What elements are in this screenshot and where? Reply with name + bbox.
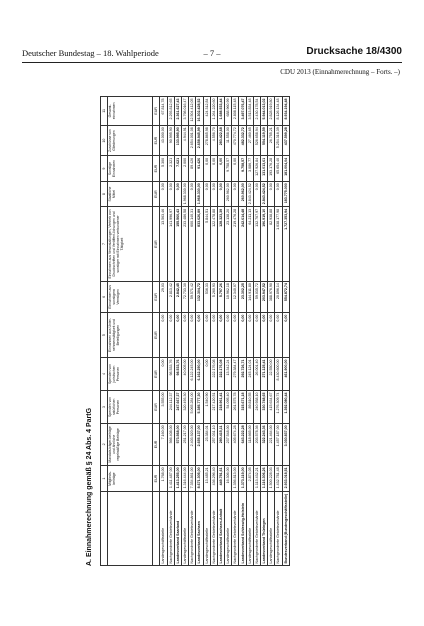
table-cell: 0,00 xyxy=(189,181,196,207)
table-cell: 127.926,84 xyxy=(253,156,260,181)
unit-cell: EUR xyxy=(153,391,160,424)
table-cell: 22.550,00 xyxy=(268,358,275,391)
table-cell: 437.599,28 xyxy=(282,125,289,156)
column-header: Einnahmen aus Veranstaltungen, Vertrieb von Druckschriften und Veröffent-lichungen und sonstiger mit Einnahmen verbundener Tätigkeit xyxy=(108,207,153,281)
table-cell: 64.211,13 xyxy=(246,207,253,281)
column-header: Gesamt-einnahmen xyxy=(108,97,153,126)
table-cell: 141.996,97 xyxy=(167,207,174,281)
column-header-row xyxy=(108,97,153,566)
table-cell: 23.138,20 xyxy=(225,207,232,281)
table-cell: 0,00 xyxy=(196,313,203,358)
table-cell: 12.504.412,05 xyxy=(189,97,196,126)
table-cell: 0,00 xyxy=(217,181,224,207)
table-cell: 8.126.134,48 xyxy=(275,97,282,126)
column-number: 9 xyxy=(101,156,108,181)
table-row xyxy=(181,97,188,566)
table-row xyxy=(203,97,210,566)
row-label: Landesverband Saarland xyxy=(174,492,181,566)
table-cell: 222.176,08 xyxy=(210,358,217,391)
table-cell: 0,00 xyxy=(232,156,239,181)
table-cell: 1.457.187,00 xyxy=(275,423,282,465)
table-cell: 98.533,76 xyxy=(174,358,181,391)
table-cell: 8.430.600,00 xyxy=(275,358,282,391)
table-cell: 0,00 xyxy=(203,313,210,358)
table-cell: 237.548,00 xyxy=(225,423,232,465)
table-cell: 4.944,91 xyxy=(181,125,188,156)
table-cell: 89.426 xyxy=(189,156,196,181)
table-cell: 133.995,90 xyxy=(174,125,181,156)
table-cell: 242.614,48 xyxy=(239,207,246,281)
table-cell: 461.900,00 xyxy=(282,358,289,391)
table-cell: 89.810,55 xyxy=(246,391,253,424)
table-cell: 2.658.945,99 xyxy=(196,125,203,156)
row-label: Nachgeordnete Gebietsverbände xyxy=(210,492,217,566)
table-cell: 2.430.178,54 xyxy=(253,97,260,126)
table-cell: 183.775.000 xyxy=(282,181,289,207)
row-label: Nachgeordnete Gebietsverbände xyxy=(275,492,282,566)
table-cell: 2.874,05 xyxy=(246,465,253,491)
table-cell: 181.004,04 xyxy=(282,156,289,181)
table-cell: 0,00 xyxy=(253,313,260,358)
table-cell: 67.814,78 xyxy=(160,97,167,126)
table-row xyxy=(246,97,253,566)
table-cell: 0,00 xyxy=(174,313,181,358)
table-cell: 2.655.137,00 xyxy=(196,423,203,465)
column-number: 1 xyxy=(101,465,108,491)
table-cell: 1.264.220,60 xyxy=(210,97,217,126)
table-row xyxy=(196,97,203,566)
column-number: 5 xyxy=(101,313,108,358)
row-label: Bundesverband (Bundesgeschäftsstelle) xyxy=(283,493,288,564)
unit-cell: EUR xyxy=(153,358,160,391)
table-cell: 2.000 xyxy=(181,156,188,181)
table-cell: 0,00 xyxy=(217,156,224,181)
table-cell: 283.422,68 xyxy=(217,125,224,156)
column-header: Spenden von natürlichen Personen xyxy=(108,391,153,424)
table-cell: 59.035,72 xyxy=(253,281,260,312)
table-cell: 0,00 xyxy=(203,156,210,181)
table-cell: 26.755,21 xyxy=(268,125,275,156)
table-row xyxy=(225,97,232,566)
table-cell: 536,33 xyxy=(203,281,210,312)
column-header: Einnahmen aus Unter-nehmenstätigkeit und Beteiligungen xyxy=(108,313,153,358)
row-label: Landesgeschäftsstelle xyxy=(246,492,253,566)
column-header xyxy=(108,492,153,566)
table-cell: 554.872,74 xyxy=(282,281,289,312)
table-cell: 2.808.115,48 xyxy=(232,97,239,126)
table-cell: 261.575,78 xyxy=(232,391,239,424)
table-cell: 72.733,30 xyxy=(181,281,188,312)
table-cell: 244.112,37 xyxy=(167,391,174,424)
table-cell: 1.038.177,98 xyxy=(275,207,282,281)
document-number: Drucksache 18/4300 xyxy=(306,46,402,57)
table-cell: 424.312,84 xyxy=(203,97,210,126)
table-cell: 1.113.432,21 xyxy=(253,465,260,491)
row-label: Nachgeordnete Gebietsverbände xyxy=(232,492,239,566)
table-cell: 247.667,37 xyxy=(174,391,181,424)
table-cell: 278.865,98 xyxy=(203,125,210,156)
table-row xyxy=(232,97,239,566)
table-row xyxy=(253,97,260,566)
row-label: Landesgeschäftsstelle xyxy=(181,492,188,566)
table-cell: 26.001,40 xyxy=(253,358,260,391)
table-cell: 128.323,39 xyxy=(217,207,224,281)
table-cell: 280.415,11 xyxy=(217,423,224,465)
table-cell: 0,00 xyxy=(225,313,232,358)
unit-cell: EUR xyxy=(153,97,160,126)
table-cell: 0,00 xyxy=(246,313,253,358)
column-number-row xyxy=(101,97,108,566)
row-label: Landesgeschäftsstelle xyxy=(160,492,167,566)
table-cell: 0,00 xyxy=(167,181,174,207)
table-cell: 6.162.250,00 xyxy=(196,358,203,391)
table-body xyxy=(160,97,289,566)
table-cell: 573.568,00 xyxy=(174,423,181,465)
landscape-page xyxy=(86,96,416,566)
table-cell: 482.332,72 xyxy=(239,125,246,156)
row-label: Landesgeschäftsstelle xyxy=(268,492,275,566)
table-cell: 5.944.013,02 xyxy=(261,97,268,126)
table-cell: 1.392.080,44 xyxy=(282,391,289,424)
table-cell: 8.671.305,00 xyxy=(196,465,203,491)
table-cell: 10.962,18 xyxy=(225,281,232,312)
column-header: Sonstige Einnahmen xyxy=(108,156,153,181)
table-cell: 5.385.777,30 xyxy=(196,391,203,424)
unit-cell: EUR xyxy=(153,281,160,312)
row-label: Nachgeordnete Gebietsverbände xyxy=(167,492,174,566)
table-cell: 144.911,80 xyxy=(246,281,253,312)
table-cell: 217.420,51 xyxy=(210,391,217,424)
table-cell: 0,00 xyxy=(275,313,282,358)
table-cell: 257.031,10 xyxy=(210,423,217,465)
table-cell: 1.356.813,00 xyxy=(232,465,239,491)
table-cell: 2.843.424,52 xyxy=(246,181,253,207)
unit-cell: EUR xyxy=(153,181,160,207)
table-cell: 40.005,00 xyxy=(181,358,188,391)
column-header: Staatliche Mittel xyxy=(108,181,153,207)
table-cell: 221.464,00 xyxy=(268,423,275,465)
table-cell: 12.340,07 xyxy=(232,281,239,312)
table-cell: 1.500.228,03 xyxy=(268,465,275,491)
column-number: 3 xyxy=(101,391,108,424)
table-cell: 131.013,61 xyxy=(261,156,268,181)
table-cell: 260.962,00 xyxy=(225,181,232,207)
bundestag-label: Deutscher Bundestag – 18. Wahlperiode xyxy=(22,48,159,58)
table-cell: 0,00 xyxy=(268,181,275,207)
table-cell: 218.961,41 xyxy=(217,391,224,424)
table-cell: 11.558,00 xyxy=(225,125,232,156)
unit-cell: EUR xyxy=(153,423,160,465)
table-cell: 7.354.861,00 xyxy=(189,465,196,491)
row-label: Landesverband Sachsen xyxy=(196,492,203,566)
table-row xyxy=(268,97,275,566)
table-cell: 132.707,97 xyxy=(253,207,260,281)
table-cell: 0,00 xyxy=(232,181,239,207)
table-cell: 0,00 xyxy=(174,181,181,207)
table-cell: 2.813,42 xyxy=(167,281,174,312)
column-header: Einnahmen aus sonstigem Vermögen xyxy=(108,281,153,312)
table-cell: 245.124,01 xyxy=(246,358,253,391)
table-row xyxy=(189,97,196,566)
table-cell: 449.781,61 xyxy=(217,465,224,491)
table-cell: 203.947,52 xyxy=(261,281,268,312)
table-cell: 23.384,01 xyxy=(203,423,210,465)
table-cell: 0,00 xyxy=(217,313,224,358)
table-cell: 0,00 xyxy=(203,358,210,391)
table-cell: 1.373.119,00 xyxy=(239,465,246,491)
table-cell: 219.476,28 xyxy=(232,207,239,281)
table-cell: 2.361.627,43 xyxy=(174,97,181,126)
table-cell: 833.626,89 xyxy=(196,207,203,281)
table-cell: 1.316.444,00 xyxy=(181,465,188,491)
table-cell: 0,00 xyxy=(261,313,268,358)
table-row xyxy=(239,97,246,566)
table-cell: 0,00 xyxy=(181,313,188,358)
table-cell: 2.321 xyxy=(167,156,174,181)
table-cell: 0,00 xyxy=(232,313,239,358)
table-cell: 0,00 xyxy=(167,313,174,358)
table-cell: 271.125,41 xyxy=(261,358,268,391)
table-cell: 1.688.533,44 xyxy=(217,97,224,126)
table-cell: 3.555,00 xyxy=(160,391,167,424)
table-cell: 240.938,10 xyxy=(253,391,260,424)
table-cell: 1.540,90 xyxy=(203,391,210,424)
table-cell: 9.758,57 xyxy=(225,156,232,181)
row-label: Nachgeordnete Gebietsverbände xyxy=(189,492,196,566)
table-cell: 1.968.330,00 xyxy=(181,181,188,207)
table-cell: 3.086,77 xyxy=(246,156,253,181)
table-cell: 322.243,36 xyxy=(261,423,268,465)
table-cell: 0,00 xyxy=(282,313,289,358)
table-cell: 90.995,90 xyxy=(167,125,174,156)
table-cell: 7.621 xyxy=(174,156,181,181)
table-cell: 2.403.920,00 xyxy=(189,423,196,465)
table-cell: 23.302,25 xyxy=(239,281,246,312)
table-cell: 5.254.316,39 xyxy=(275,125,282,156)
table-cell: 5.260,93 xyxy=(210,281,217,312)
table-cell: 82.938,88 xyxy=(268,207,275,281)
table-cell: 5.797,26 xyxy=(217,281,224,312)
table-cell: 415.634,67 xyxy=(268,391,275,424)
table-row xyxy=(210,97,217,566)
table-cell: 279.384,47 xyxy=(232,358,239,391)
row-label: Landesgeschäftsstelle xyxy=(225,492,232,566)
table-cell: 54.095,40 xyxy=(225,391,232,424)
table-cell: 59.571,42 xyxy=(189,281,196,312)
column-number: 2 xyxy=(101,423,108,465)
unit-cell: EUR xyxy=(153,156,160,181)
table-row xyxy=(160,97,167,566)
table-cell: 5.065.284,00 xyxy=(189,391,196,424)
table-cell: 0,00 xyxy=(210,313,217,358)
table-cell: 3.497.076,47 xyxy=(239,97,246,126)
unit-cell xyxy=(153,492,160,566)
table-cell: 27.460,65 xyxy=(246,125,253,156)
table-cell: 1.432.781,48 xyxy=(275,465,282,491)
header-rule xyxy=(22,62,402,63)
table-cell: 0,00 xyxy=(203,181,210,207)
table-row xyxy=(275,97,282,566)
table-cell: 7.160,00 xyxy=(160,423,167,465)
table-cell: 16.306,00 xyxy=(225,465,232,491)
table-cell: 320.493,30 xyxy=(181,391,188,424)
column-number: 11 xyxy=(101,97,108,126)
row-label: Landesverband Thüringen xyxy=(261,492,268,566)
column-number xyxy=(101,492,108,566)
table-cell: 643.222,28 xyxy=(239,423,246,465)
table-cell: 0,00 xyxy=(210,156,217,181)
table-row xyxy=(174,97,181,566)
table-cell: 9.758,57 xyxy=(239,156,246,181)
table-cell: 13.563,46 xyxy=(160,207,167,281)
rotated-table-area xyxy=(86,96,424,626)
table-cell: 315.671,18 xyxy=(239,391,246,424)
table-row xyxy=(217,97,224,566)
table-cell: 2.654.001,08 xyxy=(189,125,196,156)
table-cell: 29,03 xyxy=(160,281,167,312)
column-number: 4 xyxy=(101,358,108,391)
row-label: Landesverband Sachsen-Anhalt xyxy=(217,492,224,566)
row-label: Landesgeschäftsstelle xyxy=(203,492,210,566)
column-number: 8 xyxy=(101,181,108,207)
table-cell: 3.798.016,47 xyxy=(181,97,188,126)
table-cell: 3.030.837,00 xyxy=(282,423,289,465)
table-cell: 16.302.428,52 xyxy=(196,97,203,126)
table-row xyxy=(282,97,289,566)
table-cell: 0,00 xyxy=(210,181,217,207)
column-header: Zuschüsse von Gliederungen xyxy=(108,125,153,156)
column-number: 10 xyxy=(101,125,108,156)
table-cell: 1.276.309,74 xyxy=(275,391,282,424)
page-number: – 7 – xyxy=(203,48,221,58)
table-cell: 65.654,40 xyxy=(275,156,282,181)
table-cell: 2.933.018,51 xyxy=(282,465,289,491)
unit-cell: EUR xyxy=(153,207,160,281)
table-cell: 2.842,45 xyxy=(174,281,181,312)
page-header xyxy=(22,48,402,62)
row-label: Landesverband Schleswig-Holstein xyxy=(239,492,246,566)
table-cell: 222.176,08 xyxy=(217,358,224,391)
table-cell: 1.413.255,00 xyxy=(174,465,181,491)
column-header: Mitglieds-beiträge xyxy=(108,465,153,491)
table-cell: 13.342,24 xyxy=(225,358,232,391)
table-cell: 2.293.812,65 xyxy=(167,97,174,126)
column-number: 7 xyxy=(101,207,108,281)
unit-cell: EUR xyxy=(153,125,160,156)
table-cell: 196.919,10 xyxy=(261,207,268,281)
table-cell: 388.976,90 xyxy=(268,281,275,312)
unit-row xyxy=(153,97,160,566)
section-title: A. Einnahmerechnung gemäß § 24 Abs. 4 PartG xyxy=(86,407,93,566)
table-cell: 600.140,31 xyxy=(189,207,196,281)
table-cell: 566.408,00 xyxy=(167,423,174,465)
table-cell: 470.774,72 xyxy=(232,125,239,156)
table-cell: 1.768,00 xyxy=(160,465,167,491)
table-cell: 118.665,00 xyxy=(246,423,253,465)
table-cell: 330.748,65 xyxy=(261,391,268,424)
table-cell: 233.486,58 xyxy=(181,207,188,281)
table-cell: 688.960,99 xyxy=(225,97,232,126)
table-cell: 193.176,28 xyxy=(268,156,275,181)
table-cell: 0,00 xyxy=(160,313,167,358)
continuation-note: CDU 2013 (Einnahmerechnung – Forts. –) xyxy=(280,68,400,76)
table-cell: 1.727.353,94 xyxy=(282,207,289,281)
table-cell: 4.556,70 xyxy=(210,125,217,156)
table-cell: 526.658,94 xyxy=(253,125,260,156)
table-cell: 0,00 xyxy=(239,313,246,358)
table-cell: 436.296,40 xyxy=(210,465,217,491)
table-cell: 1.411.487,00 xyxy=(167,465,174,491)
table-cell: 2.843.424,52 xyxy=(261,181,268,207)
row-label: Nachgeordnete Gebietsverbände xyxy=(253,492,260,566)
column-header: Mandats-träger-beiträge und ähnliche regelmäßige Beiträge xyxy=(108,423,153,465)
table-cell: 554.119,59 xyxy=(261,125,268,156)
table-cell: 0,00 xyxy=(275,181,282,207)
table-cell: 3.513.834,48 xyxy=(246,97,253,126)
table-cell: 203.578,36 xyxy=(253,423,260,465)
table-cell: 5.844,51 xyxy=(203,207,210,281)
table-cell: 292.726,71 xyxy=(239,358,246,391)
table-cell: 8.934.194,48 xyxy=(282,97,289,126)
table-row xyxy=(167,97,174,566)
table-cell: 0,00 xyxy=(160,181,167,207)
table-cell: 20.896,14 xyxy=(275,281,282,312)
column-header: Spenden von juristischen Personen xyxy=(108,358,153,391)
table-cell: 0,00 xyxy=(189,313,196,358)
unit-cell: EUR xyxy=(153,465,160,491)
table-cell: 91.426 xyxy=(196,156,203,181)
column-number: 6 xyxy=(101,281,108,312)
table-cell: 155.560,43 xyxy=(174,207,181,281)
table-cell: 0,00 xyxy=(160,358,167,391)
table-cell: 13.485,21 xyxy=(203,465,210,491)
table-cell: 1.968.330,00 xyxy=(196,181,203,207)
table-cell: 43.000,00 xyxy=(160,125,167,156)
table-cell: 260.962,00 xyxy=(239,181,246,207)
table-cell: 2.828.919,80 xyxy=(268,97,275,126)
unit-cell: EUR xyxy=(153,313,160,358)
table-cell: 1.116.306,26 xyxy=(261,465,268,491)
table-cell: 98.533,76 xyxy=(167,358,174,391)
table-cell: 405.674,28 xyxy=(232,423,239,465)
table-cell: 132.304,72 xyxy=(196,281,203,312)
table-cell: 0,00 xyxy=(268,313,275,358)
table-cell: 0,00 xyxy=(253,181,260,207)
income-table xyxy=(100,96,290,566)
table-cell: 122.478,88 xyxy=(210,207,217,281)
table-cell: 251.217,00 xyxy=(181,423,188,465)
table-cell: 5.300 xyxy=(160,156,167,181)
table-row xyxy=(261,97,268,566)
table-cell: 6.122.245,00 xyxy=(189,358,196,391)
